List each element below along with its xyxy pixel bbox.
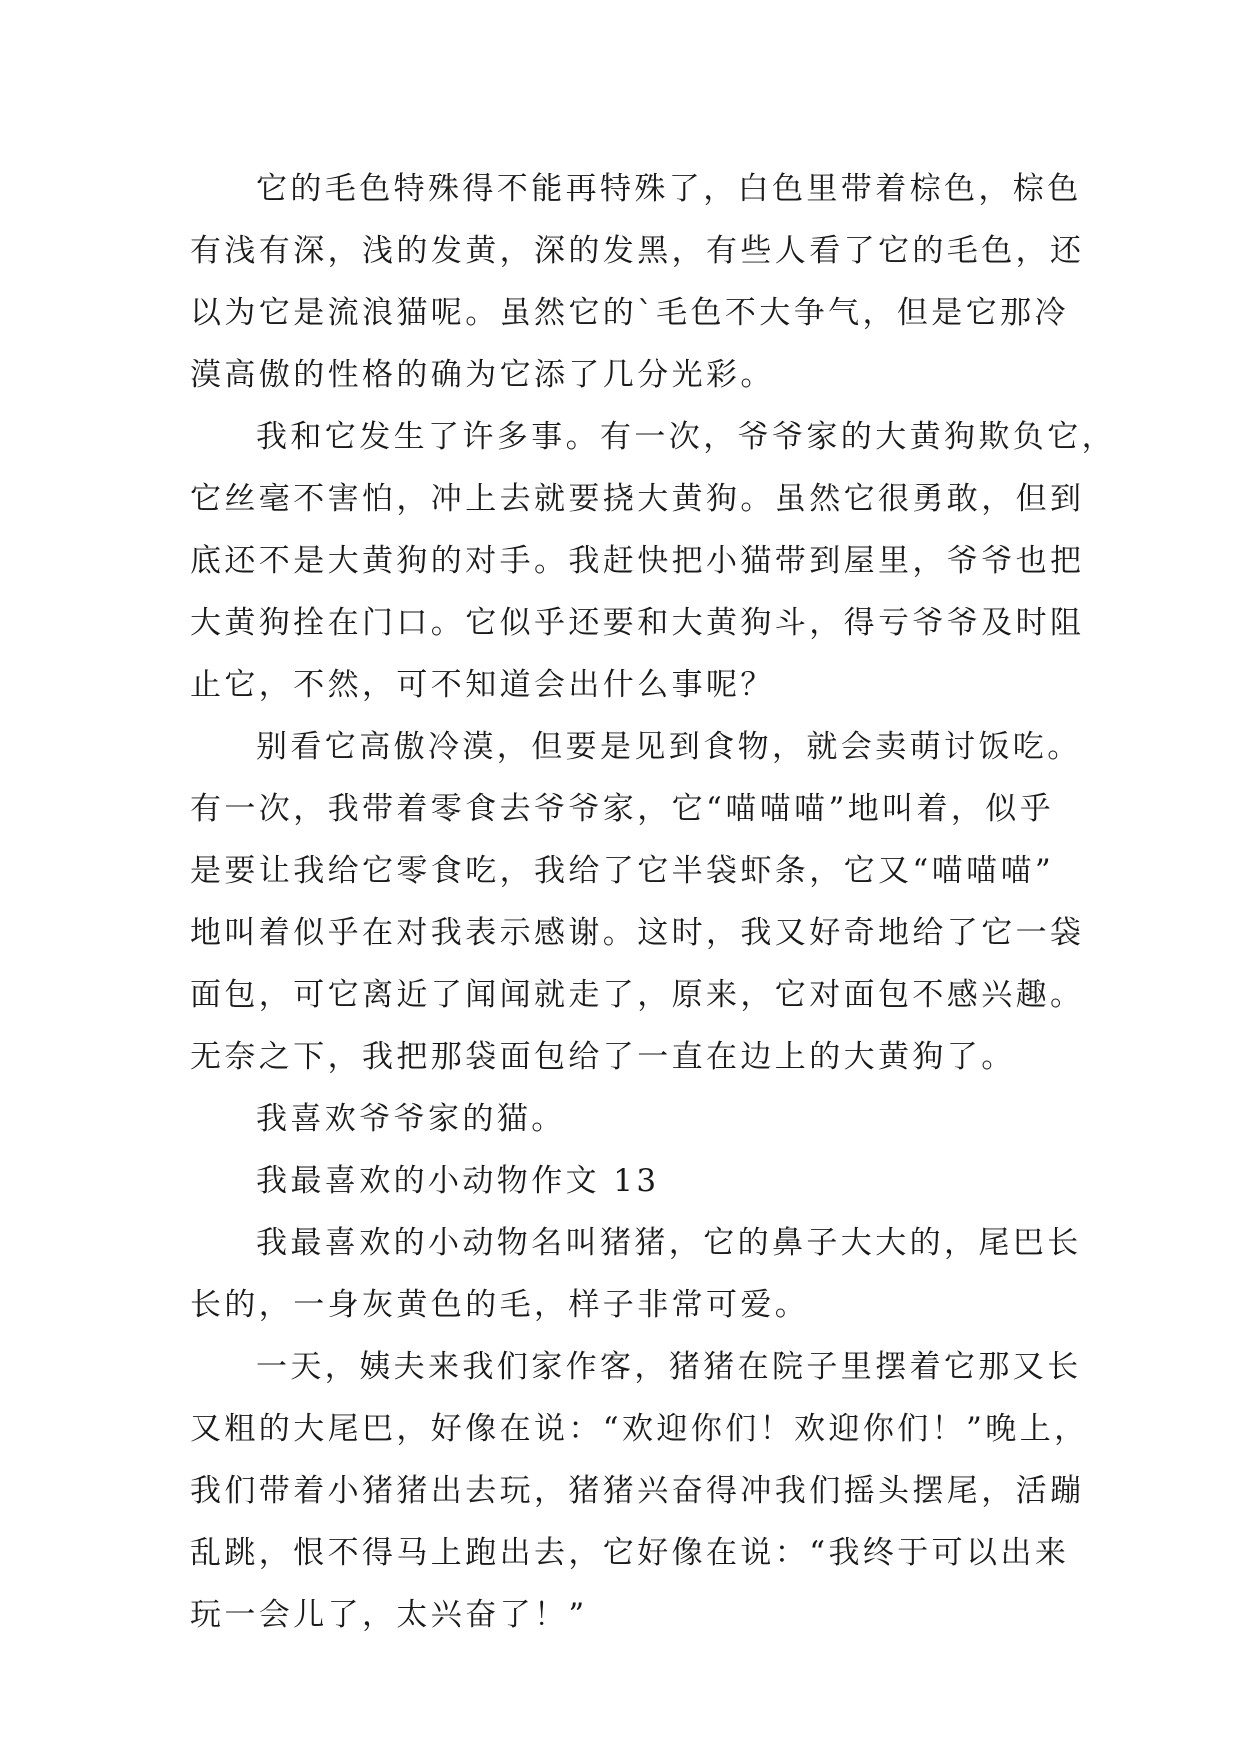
text-line: 有浅有深，浅的发黄，深的发黑，有些人看了它的毛色，还	[190, 233, 1085, 269]
text-line: 长的，一身灰黄色的毛，样子非常可爱。	[190, 1287, 810, 1323]
text-line: 它丝毫不害怕，冲上去就要挠大黄狗。虽然它很勇敢，但到	[190, 481, 1085, 517]
text-line: 我们带着小猪猪出去玩，猪猪兴奋得冲我们摇头摆尾，活蹦	[190, 1473, 1085, 1509]
text-line: 我最喜欢的小动物作文 13	[256, 1163, 660, 1199]
text-line: 止它，不然，可不知道会出什么事呢？	[190, 667, 775, 703]
text-line: 地叫着似乎在对我表示感谢。这时，我又好奇地给了它一袋	[190, 915, 1085, 951]
text-line: 一天，姨夫来我们家作客，猪猪在院子里摆着它那又长	[256, 1349, 1082, 1385]
text-line: 有一次，我带着零食去爷爷家，它“喵喵喵”地叫着，似乎	[190, 791, 1055, 827]
text-line: 是要让我给它零食吃，我给了它半袋虾条，它又“喵喵喵”	[190, 853, 1055, 889]
text-line: 乱跳，恨不得马上跑出去，它好像在说：“我终于可以出来	[190, 1535, 1070, 1571]
text-line: 漠高傲的性格的确为它添了几分光彩。	[190, 357, 775, 393]
text-line: 面包，可它离近了闻闻就走了，原来，它对面包不感兴趣。	[190, 977, 1085, 1013]
text-line: 以为它是流浪猫呢。虽然它的`毛色不大争气，但是它那冷	[190, 295, 1069, 331]
text-line: 又粗的大尾巴，好像在说：“欢迎你们！欢迎你们！”晚上，	[190, 1411, 1089, 1447]
text-line: 底还不是大黄狗的对手。我赶快把小猫带到屋里，爷爷也把	[190, 543, 1085, 579]
text-line: 无奈之下，我把那袋面包给了一直在边上的大黄狗了。	[190, 1039, 1016, 1075]
text-line: 我和它发生了许多事。有一次，爷爷家的大黄狗欺负它，	[256, 419, 1116, 455]
text-line: 我喜欢爷爷家的猫。	[256, 1101, 566, 1137]
text-line: 别看它高傲冷漠，但要是见到食物，就会卖萌讨饭吃。	[256, 729, 1082, 765]
document-body	[190, 158, 1116, 1646]
text-line: 我最喜欢的小动物名叫猪猪，它的鼻子大大的，尾巴长	[256, 1225, 1082, 1261]
text-line: 它的毛色特殊得不能再特殊了，白色里带着棕色，棕色	[256, 171, 1082, 207]
text-line: 玩一会儿了，太兴奋了！”	[190, 1597, 588, 1633]
text-line: 大黄狗拴在门口。它似乎还要和大黄狗斗，得亏爷爷及时阻	[190, 605, 1085, 641]
